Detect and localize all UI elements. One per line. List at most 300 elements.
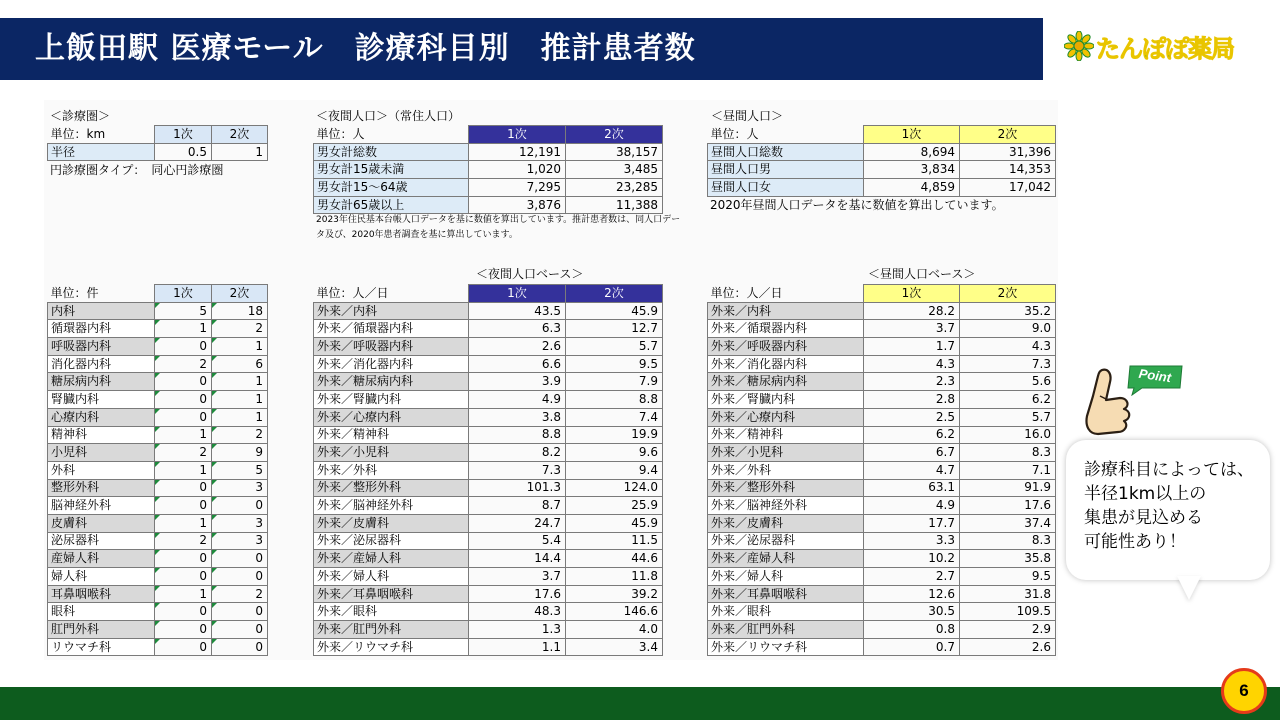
count-row-v2: 2 bbox=[212, 426, 268, 444]
count-row bbox=[48, 444, 268, 462]
day-patients-row-v1: 4.3 bbox=[864, 355, 960, 373]
night-patients-row-v1: 3.8 bbox=[469, 408, 566, 426]
day-patients-row-v2: 17.6 bbox=[960, 497, 1056, 515]
night-patients-row-v2: 44.6 bbox=[566, 550, 663, 568]
night-population-table bbox=[313, 125, 663, 214]
count-row-v1: 1 bbox=[155, 461, 212, 479]
count-row-label: 精神科 bbox=[48, 426, 155, 444]
count-row bbox=[48, 568, 268, 586]
count-row-label: 外科 bbox=[48, 461, 155, 479]
night-patients-row bbox=[314, 550, 663, 568]
day-patients-row-v1: 4.7 bbox=[864, 461, 960, 479]
day-patients-row-v1: 6.2 bbox=[864, 426, 960, 444]
day-patients-row bbox=[708, 355, 1056, 373]
day-patients-row-v2: 6.2 bbox=[960, 391, 1056, 409]
night-row-v1: 7,295 bbox=[469, 179, 566, 197]
day-patients-row bbox=[708, 532, 1056, 550]
day-patients-row-v1: 63.1 bbox=[864, 479, 960, 497]
night-patients-row-label: 外来／消化器内科 bbox=[314, 355, 469, 373]
night-patients-row-label: 外来／糖尿病内科 bbox=[314, 373, 469, 391]
day-unit: 単位：人 bbox=[710, 126, 759, 141]
night-patients-row bbox=[314, 479, 663, 497]
night-row-v2: 3,485 bbox=[566, 161, 663, 179]
night-patients-row-v1: 3.9 bbox=[469, 373, 566, 391]
day-patients-row-v1: 3.7 bbox=[864, 320, 960, 338]
night-patients-row bbox=[314, 320, 663, 338]
count-row-v1: 0 bbox=[155, 338, 212, 356]
day-patients-row-v2: 8.3 bbox=[960, 444, 1056, 462]
count-row bbox=[48, 603, 268, 621]
count-row bbox=[48, 479, 268, 497]
night-patients-col2: 2次 bbox=[566, 285, 663, 303]
count-row-v2: 6 bbox=[212, 355, 268, 373]
count-row-label: 糖尿病内科 bbox=[48, 373, 155, 391]
day-patients-row bbox=[708, 320, 1056, 338]
night-row-v2: 38,157 bbox=[566, 143, 663, 161]
night-patients-row-label: 外来／呼吸器内科 bbox=[314, 338, 469, 356]
count-row-v1: 2 bbox=[155, 532, 212, 550]
day-patients-row-v2: 37.4 bbox=[960, 514, 1056, 532]
count-row-label: 婦人科 bbox=[48, 568, 155, 586]
night-patients-row-v2: 9.5 bbox=[566, 355, 663, 373]
count-row-label: 肛門外科 bbox=[48, 621, 155, 639]
night-patients-row-label: 外来／小児科 bbox=[314, 444, 469, 462]
day-note: 2020年昼間人口データを基に数値を算出しています。 bbox=[710, 198, 1004, 212]
pharmacy-logo bbox=[1064, 28, 1250, 64]
day-patients-row bbox=[708, 338, 1056, 356]
day-row-label: 昼間人口女 bbox=[708, 179, 864, 197]
day-row-v2: 17,042 bbox=[960, 179, 1056, 197]
day-patients-row-label: 外来／産婦人科 bbox=[708, 550, 864, 568]
day-patients-row bbox=[708, 373, 1056, 391]
day-patients-row-label: 外来／リウマチ科 bbox=[708, 638, 864, 656]
day-row-v2: 14,353 bbox=[960, 161, 1056, 179]
count-row-label: 内科 bbox=[48, 302, 155, 320]
point-bubble-tail bbox=[1177, 576, 1201, 600]
night-patients-row-v2: 7.4 bbox=[566, 408, 663, 426]
count-row-v1: 1 bbox=[155, 585, 212, 603]
night-patients-row-v2: 4.0 bbox=[566, 621, 663, 639]
day-patients-col1: 1次 bbox=[864, 285, 960, 303]
night-row-v2: 11,388 bbox=[566, 196, 663, 214]
day-patients-row-label: 外来／整形外科 bbox=[708, 479, 864, 497]
night-patients-row-label: 外来／産婦人科 bbox=[314, 550, 469, 568]
day-patients-row-label: 外来／呼吸器内科 bbox=[708, 338, 864, 356]
count-row bbox=[48, 391, 268, 409]
page-title: 上飯田駅 医療モール 診療科目別 推計患者数 bbox=[35, 31, 696, 66]
night-patients-row-v1: 3.7 bbox=[469, 568, 566, 586]
day-patients-row-v1: 12.6 bbox=[864, 585, 960, 603]
area-table bbox=[47, 125, 268, 161]
day-patients-row-v1: 2.5 bbox=[864, 408, 960, 426]
count-row bbox=[48, 532, 268, 550]
count-row-label: 眼科 bbox=[48, 603, 155, 621]
count-row-v2: 1 bbox=[212, 408, 268, 426]
count-row bbox=[48, 302, 268, 320]
night-patients-row bbox=[314, 355, 663, 373]
night-patients-table bbox=[313, 284, 663, 656]
day-patients-row-v1: 0.8 bbox=[864, 621, 960, 639]
count-row-v1: 0 bbox=[155, 479, 212, 497]
count-col2: 2次 bbox=[212, 285, 268, 303]
count-row-label: 産婦人科 bbox=[48, 550, 155, 568]
count-row-v1: 2 bbox=[155, 355, 212, 373]
day-patients-row-v1: 30.5 bbox=[864, 603, 960, 621]
count-row bbox=[48, 408, 268, 426]
night-patients-row-v1: 8.8 bbox=[469, 426, 566, 444]
night-patients-row-label: 外来／耳鼻咽喉科 bbox=[314, 585, 469, 603]
day-caption: ＜昼間人口＞ bbox=[711, 109, 784, 123]
day-col2: 2次 bbox=[960, 126, 1056, 144]
count-row-label: 皮膚科 bbox=[48, 514, 155, 532]
night-patients-row-v1: 43.5 bbox=[469, 302, 566, 320]
day-patients-row-v2: 109.5 bbox=[960, 603, 1056, 621]
count-row-label: 泌尿器科 bbox=[48, 532, 155, 550]
day-patients-row-v2: 4.3 bbox=[960, 338, 1056, 356]
logo-text: たんぽぽ薬局 bbox=[1096, 34, 1234, 63]
title-bar bbox=[0, 18, 1043, 80]
day-patients-row-label: 外来／心療内科 bbox=[708, 408, 864, 426]
count-row-label: 呼吸器内科 bbox=[48, 338, 155, 356]
day-patients-row-v2: 31.8 bbox=[960, 585, 1056, 603]
area-unit: 単位：km bbox=[50, 126, 106, 141]
night-patients-row-v1: 1.1 bbox=[469, 638, 566, 656]
day-patients-row-label: 外来／眼科 bbox=[708, 603, 864, 621]
footer-bar bbox=[0, 687, 1280, 720]
night-unit: 単位：人 bbox=[316, 126, 365, 141]
count-row bbox=[48, 497, 268, 515]
night-patients-row bbox=[314, 568, 663, 586]
night-row-v1: 12,191 bbox=[469, 143, 566, 161]
day-patients-row-label: 外来／糖尿病内科 bbox=[708, 373, 864, 391]
night-patients-row-label: 外来／婦人科 bbox=[314, 568, 469, 586]
area-col2: 2次 bbox=[212, 126, 268, 144]
count-row-label: リウマチ科 bbox=[48, 638, 155, 656]
area-row-label: 半径 bbox=[48, 143, 155, 161]
night-patients-row-v1: 5.4 bbox=[469, 532, 566, 550]
count-row-v2: 2 bbox=[212, 585, 268, 603]
night-patients-row bbox=[314, 603, 663, 621]
day-patients-row bbox=[708, 514, 1056, 532]
count-row-v2: 5 bbox=[212, 461, 268, 479]
day-patients-row-v1: 17.7 bbox=[864, 514, 960, 532]
day-patients-row bbox=[708, 568, 1056, 586]
page-number-badge: 6 bbox=[1221, 668, 1267, 714]
night-patients-row-v1: 17.6 bbox=[469, 585, 566, 603]
day-row-label: 昼間人口男 bbox=[708, 161, 864, 179]
day-patients-row bbox=[708, 444, 1056, 462]
area-v2: 1 bbox=[212, 143, 268, 161]
night-patients-row-label: 外来／心療内科 bbox=[314, 408, 469, 426]
night-patients-row-label: 外来／肛門外科 bbox=[314, 621, 469, 639]
count-row-v1: 0 bbox=[155, 497, 212, 515]
day-patients-row-v1: 4.9 bbox=[864, 497, 960, 515]
night-patients-row-v2: 39.2 bbox=[566, 585, 663, 603]
night-patients-row-label: 外来／皮膚科 bbox=[314, 514, 469, 532]
count-row bbox=[48, 373, 268, 391]
area-v1: 0.5 bbox=[155, 143, 212, 161]
point-badge-label: Point bbox=[1137, 365, 1173, 386]
count-row-label: 腎臓内科 bbox=[48, 391, 155, 409]
night-patients-row-v2: 7.9 bbox=[566, 373, 663, 391]
night-patients-row bbox=[314, 585, 663, 603]
day-patients-row-v1: 28.2 bbox=[864, 302, 960, 320]
night-patients-row-label: 外来／脳神経外科 bbox=[314, 497, 469, 515]
day-patients-row-v1: 1.7 bbox=[864, 338, 960, 356]
night-caption: ＜夜間人口＞（常住人口） bbox=[316, 109, 461, 123]
count-row-v2: 0 bbox=[212, 550, 268, 568]
day-patients-row bbox=[708, 585, 1056, 603]
count-col1: 1次 bbox=[155, 285, 212, 303]
day-patients-row bbox=[708, 461, 1056, 479]
night-patients-row-v2: 3.4 bbox=[566, 638, 663, 656]
day-row-label: 昼間人口総数 bbox=[708, 143, 864, 161]
count-row-v2: 0 bbox=[212, 621, 268, 639]
point-line: 可能性あり！ bbox=[1084, 532, 1186, 552]
count-row-v1: 0 bbox=[155, 408, 212, 426]
night-note-2: タ及び、2020年患者調査を基に算出しています。 bbox=[316, 230, 518, 240]
night-patients-caption: ＜夜間人口ベース＞ bbox=[476, 267, 584, 281]
day-patients-row-label: 外来／消化器内科 bbox=[708, 355, 864, 373]
night-patients-row-v2: 9.4 bbox=[566, 461, 663, 479]
night-col2: 2次 bbox=[566, 126, 663, 144]
night-patients-row-v1: 4.9 bbox=[469, 391, 566, 409]
point-line: 診療科目によっては、 bbox=[1084, 460, 1254, 480]
day-patients-row-v2: 7.1 bbox=[960, 461, 1056, 479]
point-line: 半径1km以上の bbox=[1084, 484, 1207, 504]
point-badge-icon bbox=[1124, 362, 1186, 396]
day-patients-row-label: 外来／循環器内科 bbox=[708, 320, 864, 338]
count-row-v2: 1 bbox=[212, 391, 268, 409]
night-patients-row-label: 外来／泌尿器科 bbox=[314, 532, 469, 550]
day-patients-row-label: 外来／泌尿器科 bbox=[708, 532, 864, 550]
night-patients-row-v1: 48.3 bbox=[469, 603, 566, 621]
night-patients-row-v1: 8.7 bbox=[469, 497, 566, 515]
day-patients-row bbox=[708, 550, 1056, 568]
night-patients-row-v2: 45.9 bbox=[566, 302, 663, 320]
count-row-v1: 1 bbox=[155, 514, 212, 532]
night-row-v1: 1,020 bbox=[469, 161, 566, 179]
day-patients-row-v1: 2.3 bbox=[864, 373, 960, 391]
night-patients-row-v1: 8.2 bbox=[469, 444, 566, 462]
night-patients-row-label: 外来／内科 bbox=[314, 302, 469, 320]
night-patients-row-v2: 124.0 bbox=[566, 479, 663, 497]
day-patients-row-v1: 2.7 bbox=[864, 568, 960, 586]
count-row bbox=[48, 461, 268, 479]
night-patients-row-label: 外来／腎臓内科 bbox=[314, 391, 469, 409]
day-patients-unit: 単位：人／日 bbox=[710, 285, 783, 300]
count-row-v2: 2 bbox=[212, 320, 268, 338]
day-patients-row bbox=[708, 426, 1056, 444]
count-row-v1: 2 bbox=[155, 444, 212, 462]
night-patients-row-v2: 11.5 bbox=[566, 532, 663, 550]
count-row-v2: 3 bbox=[212, 514, 268, 532]
count-row-v2: 0 bbox=[212, 568, 268, 586]
count-row-v2: 3 bbox=[212, 532, 268, 550]
night-patients-row-v2: 146.6 bbox=[566, 603, 663, 621]
day-patients-row-v2: 7.3 bbox=[960, 355, 1056, 373]
day-patients-row-v2: 9.5 bbox=[960, 568, 1056, 586]
facility-count-table bbox=[47, 284, 268, 656]
night-patients-row-v1: 24.7 bbox=[469, 514, 566, 532]
day-population-table bbox=[707, 125, 1056, 197]
night-patients-row bbox=[314, 408, 663, 426]
count-row bbox=[48, 621, 268, 639]
night-patients-row-v1: 101.3 bbox=[469, 479, 566, 497]
count-row bbox=[48, 514, 268, 532]
day-patients-row-v2: 16.0 bbox=[960, 426, 1056, 444]
day-row-v1: 3,834 bbox=[864, 161, 960, 179]
count-row-v2: 0 bbox=[212, 638, 268, 656]
count-row-v2: 18 bbox=[212, 302, 268, 320]
night-row-label: 男女計総数 bbox=[314, 143, 469, 161]
day-patients-row-v1: 10.2 bbox=[864, 550, 960, 568]
count-row bbox=[48, 338, 268, 356]
count-row-v1: 0 bbox=[155, 391, 212, 409]
night-note-1: 2023年住民基本台帳人口データを基に数値を算出しています。推計患者数は、同人口デー bbox=[316, 215, 681, 225]
day-patients-row bbox=[708, 302, 1056, 320]
night-patients-row bbox=[314, 638, 663, 656]
count-row bbox=[48, 585, 268, 603]
count-row-label: 消化器内科 bbox=[48, 355, 155, 373]
day-patients-row-label: 外来／肛門外科 bbox=[708, 621, 864, 639]
count-row-label: 脳神経外科 bbox=[48, 497, 155, 515]
count-row-v1: 0 bbox=[155, 603, 212, 621]
day-patients-row bbox=[708, 391, 1056, 409]
day-patients-caption: ＜昼間人口ベース＞ bbox=[868, 267, 976, 281]
night-patients-row bbox=[314, 621, 663, 639]
count-row-v1: 0 bbox=[155, 550, 212, 568]
count-row-v1: 0 bbox=[155, 638, 212, 656]
day-patients-row-v2: 5.7 bbox=[960, 408, 1056, 426]
day-patients-row bbox=[708, 603, 1056, 621]
night-patients-row bbox=[314, 444, 663, 462]
night-row-v1: 3,876 bbox=[469, 196, 566, 214]
day-patients-row-v2: 91.9 bbox=[960, 479, 1056, 497]
night-patients-row bbox=[314, 426, 663, 444]
area-col1: 1次 bbox=[155, 126, 212, 144]
night-patients-row-v1: 7.3 bbox=[469, 461, 566, 479]
night-patients-row-v2: 19.9 bbox=[566, 426, 663, 444]
night-patients-row-label: 外来／リウマチ科 bbox=[314, 638, 469, 656]
count-row-v1: 0 bbox=[155, 373, 212, 391]
count-row-v1: 0 bbox=[155, 621, 212, 639]
day-patients-row-v1: 2.8 bbox=[864, 391, 960, 409]
night-patients-row-v2: 9.6 bbox=[566, 444, 663, 462]
count-row-v2: 3 bbox=[212, 479, 268, 497]
point-message bbox=[1084, 458, 1264, 554]
count-row bbox=[48, 355, 268, 373]
night-patients-row-v1: 6.6 bbox=[469, 355, 566, 373]
count-unit: 単位：件 bbox=[50, 285, 99, 300]
count-row-label: 心療内科 bbox=[48, 408, 155, 426]
count-row-v2: 0 bbox=[212, 497, 268, 515]
day-patients-row-v2: 2.6 bbox=[960, 638, 1056, 656]
day-patients-col2: 2次 bbox=[960, 285, 1056, 303]
night-row-label: 男女計65歳以上 bbox=[314, 196, 469, 214]
count-row bbox=[48, 638, 268, 656]
night-patients-row-v1: 14.4 bbox=[469, 550, 566, 568]
night-patients-row bbox=[314, 497, 663, 515]
day-patients-row-label: 外来／耳鼻咽喉科 bbox=[708, 585, 864, 603]
night-patients-row-v2: 25.9 bbox=[566, 497, 663, 515]
day-patients-row-label: 外来／脳神経外科 bbox=[708, 497, 864, 515]
day-patients-row-label: 外来／腎臓内科 bbox=[708, 391, 864, 409]
night-patients-row bbox=[314, 461, 663, 479]
day-patients-row-label: 外来／婦人科 bbox=[708, 568, 864, 586]
night-patients-unit: 単位：人／日 bbox=[316, 285, 389, 300]
day-patients-row-v1: 0.7 bbox=[864, 638, 960, 656]
count-row-label: 耳鼻咽喉科 bbox=[48, 585, 155, 603]
count-row-label: 循環器内科 bbox=[48, 320, 155, 338]
night-patients-row-v2: 5.7 bbox=[566, 338, 663, 356]
night-patients-row-label: 外来／精神科 bbox=[314, 426, 469, 444]
count-row-v1: 0 bbox=[155, 568, 212, 586]
night-patients-row-label: 外来／外科 bbox=[314, 461, 469, 479]
day-row-v1: 4,859 bbox=[864, 179, 960, 197]
night-patients-row bbox=[314, 532, 663, 550]
night-patients-row-v2: 45.9 bbox=[566, 514, 663, 532]
count-row-label: 小児科 bbox=[48, 444, 155, 462]
day-patients-row bbox=[708, 408, 1056, 426]
night-patients-row bbox=[314, 391, 663, 409]
night-row-label: 男女計15歳未満 bbox=[314, 161, 469, 179]
day-patients-row-v2: 35.8 bbox=[960, 550, 1056, 568]
day-patients-row bbox=[708, 638, 1056, 656]
night-patients-row-v1: 2.6 bbox=[469, 338, 566, 356]
count-row-label: 整形外科 bbox=[48, 479, 155, 497]
night-patients-row-v2: 11.8 bbox=[566, 568, 663, 586]
night-patients-row bbox=[314, 514, 663, 532]
point-line: 集患が見込める bbox=[1084, 508, 1203, 528]
day-patients-row bbox=[708, 621, 1056, 639]
night-row-label: 男女計15～64歳 bbox=[314, 179, 469, 197]
day-patients-row-v2: 35.2 bbox=[960, 302, 1056, 320]
night-patients-row-label: 外来／循環器内科 bbox=[314, 320, 469, 338]
day-col1: 1次 bbox=[864, 126, 960, 144]
night-patients-row-v2: 12.7 bbox=[566, 320, 663, 338]
day-patients-row-v2: 2.9 bbox=[960, 621, 1056, 639]
night-patients-row-label: 外来／整形外科 bbox=[314, 479, 469, 497]
night-row-v2: 23,285 bbox=[566, 179, 663, 197]
count-row bbox=[48, 320, 268, 338]
count-row-v1: 5 bbox=[155, 302, 212, 320]
dandelion-logo-icon bbox=[1064, 31, 1094, 61]
night-col1: 1次 bbox=[469, 126, 566, 144]
day-patients-row-v1: 3.3 bbox=[864, 532, 960, 550]
day-patients-row-label: 外来／精神科 bbox=[708, 426, 864, 444]
night-patients-col1: 1次 bbox=[469, 285, 566, 303]
count-row bbox=[48, 550, 268, 568]
day-patients-table bbox=[707, 284, 1056, 656]
day-patients-row-label: 外来／小児科 bbox=[708, 444, 864, 462]
night-patients-row bbox=[314, 373, 663, 391]
night-patients-row-v1: 1.3 bbox=[469, 621, 566, 639]
night-patients-row bbox=[314, 338, 663, 356]
count-row-v1: 1 bbox=[155, 320, 212, 338]
count-row-v2: 1 bbox=[212, 373, 268, 391]
area-caption: ＜診療圏＞ bbox=[50, 109, 111, 123]
night-patients-row-label: 外来／眼科 bbox=[314, 603, 469, 621]
area-type: 円診療圏タイプ： 同心円診療圏 bbox=[50, 163, 224, 177]
day-patients-row-label: 外来／外科 bbox=[708, 461, 864, 479]
count-row-v2: 0 bbox=[212, 603, 268, 621]
count-row-v2: 1 bbox=[212, 338, 268, 356]
count-row-v1: 1 bbox=[155, 426, 212, 444]
count-row-v2: 9 bbox=[212, 444, 268, 462]
day-patients-row bbox=[708, 497, 1056, 515]
day-row-v2: 31,396 bbox=[960, 143, 1056, 161]
